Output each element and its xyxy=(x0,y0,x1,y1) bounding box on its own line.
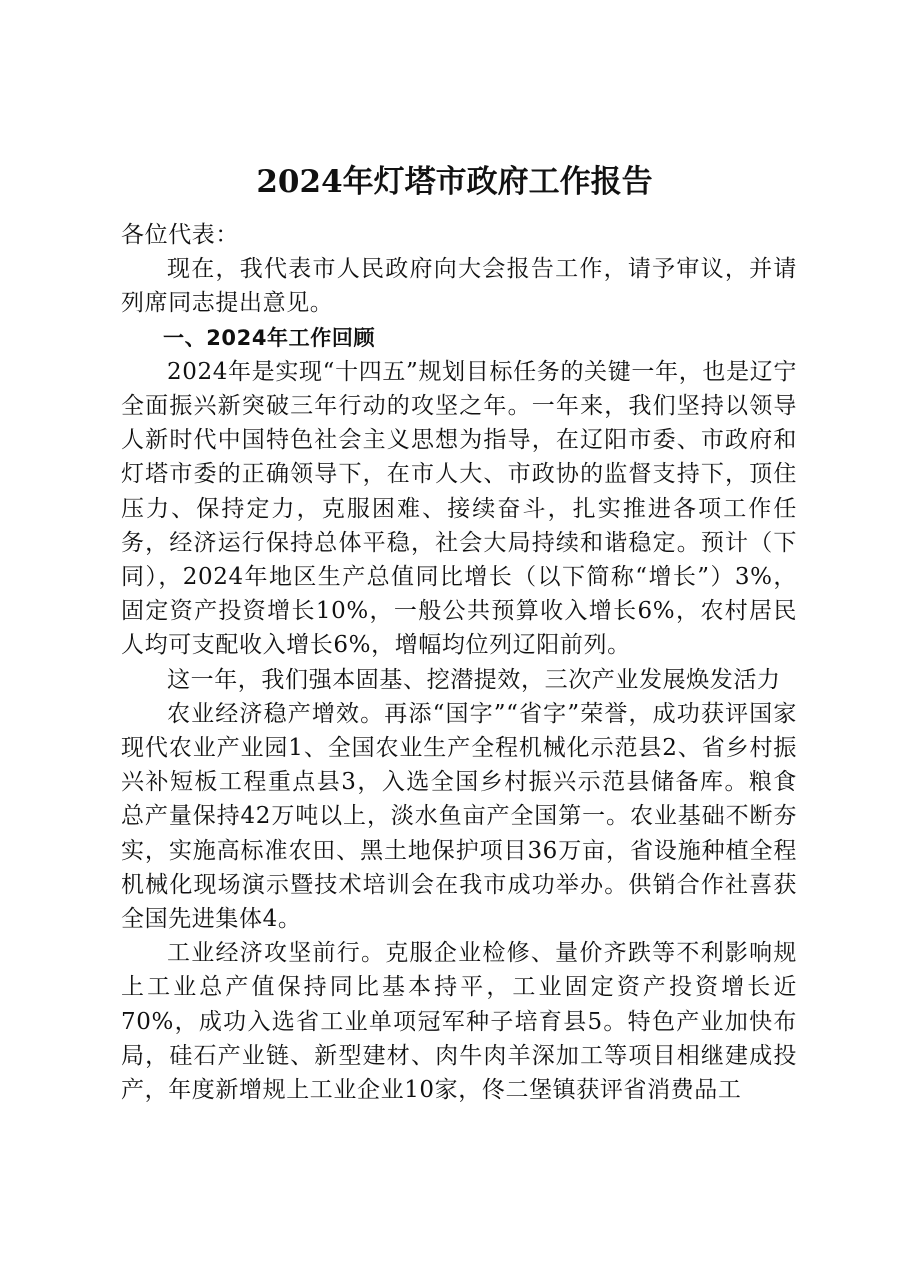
paragraph-industry: 工业经济攻坚前行。克服企业检修、量价齐跌等不利影响规上工业总产值保持同比基本持平，工业固定资产投资增长近70%，成功入选省工业单项冠军种子培育县5。特色产业加快布局，硅石产业链、新型建材、肉牛肉羊深加工等项目相继建成投产，年度新增规上工业企业10家，佟二堡镇获评省消费品工 xyxy=(121,940,797,1104)
section-heading-review: 一、2024年工作回顾 xyxy=(163,325,376,350)
paragraph-intro: 现在，我代表市人民政府向大会报告工作，请予审议，并请列席同志提出意见。 xyxy=(121,256,797,317)
salutation: 各位代表： xyxy=(121,222,239,248)
document-title: 2024年灯塔市政府工作报告 xyxy=(256,164,653,200)
paragraph-summary-line: 这一年，我们强本固基、挖潜提效，三次产业发展焕发活力 xyxy=(167,666,781,693)
document-body xyxy=(121,218,797,1107)
paragraph-overview: 2024年是实现“十四五”规划目标任务的关键一年，也是辽宁全面振兴新突破三年行动的攻坚之年。一年来，我们坚持以领导人新时代中国特色社会主义思想为指导，在辽阳市委、市政府和灯塔市委的正确领导下，在市人大、市政协的监督支持下，顶住压力、保持定力，克服困难、接续奋斗，扎实推进各项工作任务，经济运行保持总体平稳，社会大局持续和谐稳定。预计（下同），2024年地区生产总值同比增长（以下简称“增长”）3%，固定资产投资增长10%，一般公共预算收入增长6%，农村居民人均可支配收入增长6%，增幅均位列辽阳前列。 xyxy=(121,358,797,659)
paragraph-agriculture: 农业经济稳产增效。再添“国字”“省字”荣誉，成功获评国家现代农业产业园1、全国农业生产全程机械化示范县2、省乡村振兴补短板工程重点县3，入选全国乡村振兴示范县储备库。粮食总产量保持42万吨以上，淡水鱼亩产全国第一。农业基础不断夯实，实施高标准农田、黑土地保护项目36万亩，省设施种植全程机械化现场演示暨技术培训会在我市成功举办。供销合作社喜获全国先进集体4。 xyxy=(121,700,797,933)
